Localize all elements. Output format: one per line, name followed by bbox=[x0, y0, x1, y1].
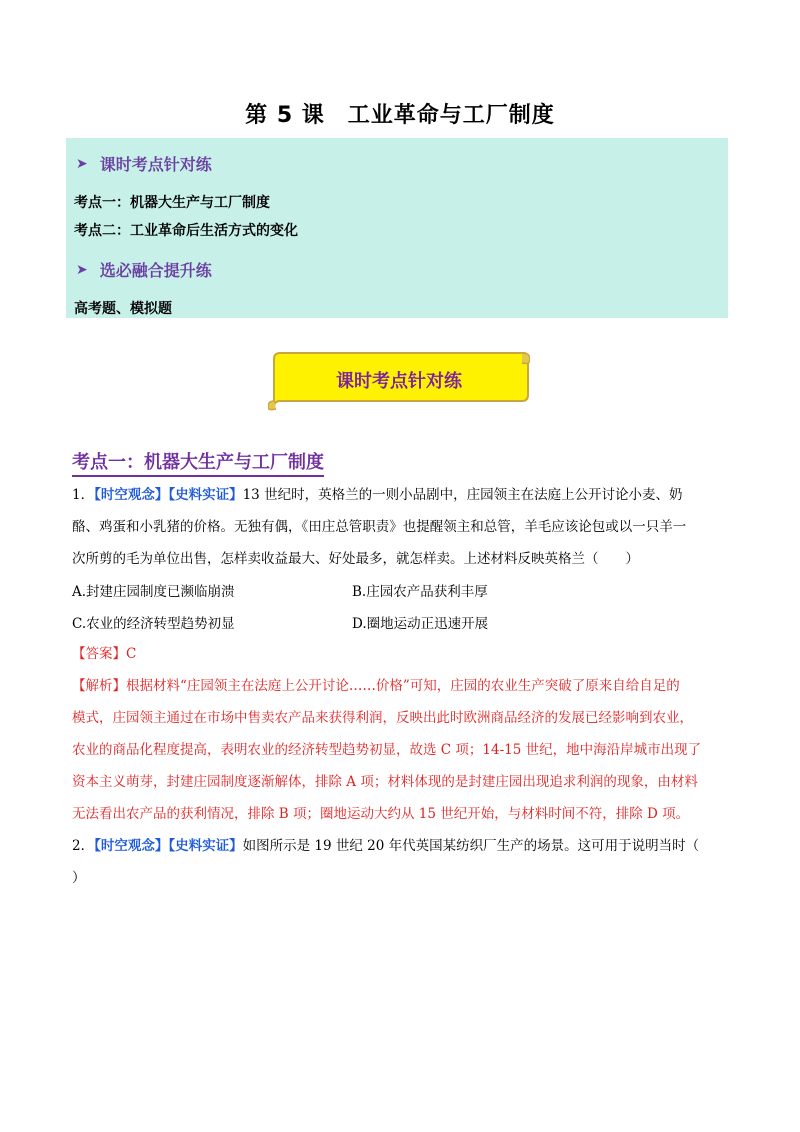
question-2-line-2: ） bbox=[72, 870, 86, 886]
analysis-line-4: 资本主义萌芽，封建庄园制度逐渐解体，排除 A 项；材料体现的是封建庄园出现追求利润的现象，由材料 bbox=[72, 774, 698, 790]
tag-shiliao: 【史料实证】 bbox=[168, 838, 243, 854]
section-heading-1-label: 课时考点针对练 bbox=[99, 155, 212, 174]
arrow-right-icon: ➤ bbox=[76, 261, 88, 278]
tag-shikong: 【时空观念】 bbox=[94, 838, 169, 854]
question-2-stem bbox=[72, 836, 730, 888]
analysis-label: 【解析】 bbox=[72, 678, 126, 694]
question-1-line-2: 酪、鸡蛋和小乳猪的价格。无独有偶，《田庄总管职责》也提醒领主和总管，羊毛应该论包或以一只羊一 bbox=[72, 519, 687, 535]
section-heading-2-label: 选必融合提升练 bbox=[99, 261, 212, 280]
analysis-block bbox=[72, 676, 730, 824]
analysis-text-1: 根据材料“庄园领主在法庭上公开讨论……价格”可知，庄园的农业生产突破了原来自给自足的 bbox=[126, 678, 680, 694]
section-heading-2 bbox=[76, 258, 212, 281]
question-2-text-1: 如图所示是 19 世纪 20 年代英国某纺织厂生产的场景。这可用于说明当时（ bbox=[242, 838, 700, 854]
summary-point-1: 考点一：机器大生产与工厂制度 bbox=[74, 195, 270, 211]
question-2-line-1 bbox=[72, 836, 730, 856]
question-1-line-1 bbox=[72, 485, 730, 505]
summary-point-2: 考点二：工业革命后生活方式的变化 bbox=[74, 223, 298, 239]
banner-label: 课时考点针对练 bbox=[336, 371, 462, 392]
summary-section2-items: 高考题、模拟题 bbox=[74, 301, 172, 317]
page-title: 第 5 课 工业革命与工厂制度 bbox=[245, 103, 555, 128]
arrow-right-icon: ➤ bbox=[76, 155, 88, 172]
question-1-stem bbox=[72, 485, 730, 569]
tag-shiliao: 【史料实证】 bbox=[168, 487, 243, 503]
option-c: C.农业的经济转型趋势初显 bbox=[72, 616, 235, 632]
analysis-line-5: 无法看出农产品的获利情况，排除 B 项；圈地运动大约从 15 世纪开始，与材料时间不符，排除 D 项。 bbox=[72, 806, 690, 822]
kaodian-heading: 考点一：机器大生产与工厂制度 bbox=[72, 448, 324, 477]
option-a: A.封建庄园制度已濒临崩溃 bbox=[72, 584, 235, 600]
summary-box bbox=[66, 138, 728, 318]
option-b: B.庄园农产品获利丰厚 bbox=[352, 584, 488, 600]
answer-label: 【答案】 bbox=[72, 646, 126, 662]
option-d: D.圈地运动正迅速开展 bbox=[352, 616, 489, 632]
question-1-text-1: 13 世纪时，英格兰的一则小品剧中，庄园领主在法庭上公开讨论小麦、奶 bbox=[242, 487, 683, 503]
question-2-number: 2． bbox=[72, 838, 95, 854]
answer-value: C bbox=[126, 646, 137, 662]
question-1-line-3: 次所剪的毛为单位出售，怎样卖收益最大、好处最多，就怎样卖。上述材料反映英格兰（ ） bbox=[72, 551, 639, 567]
analysis-line-1 bbox=[72, 676, 730, 696]
section-heading-1 bbox=[76, 152, 212, 175]
answer-line bbox=[72, 644, 730, 664]
analysis-line-2: 模式，庄园领主通过在市场中售卖农产品来获得利润，反映出此时欧洲商品经济的发展已经影响到农业， bbox=[72, 710, 693, 726]
scroll-banner bbox=[268, 349, 530, 411]
tag-shikong: 【时空观念】 bbox=[94, 487, 169, 503]
analysis-line-3: 农业的商品化程度提高，表明农业的经济转型趋势初显，故选 C 项；14-15 世纪，地中海沿岸城市出现了 bbox=[72, 742, 702, 758]
question-1-number: 1． bbox=[72, 487, 95, 503]
